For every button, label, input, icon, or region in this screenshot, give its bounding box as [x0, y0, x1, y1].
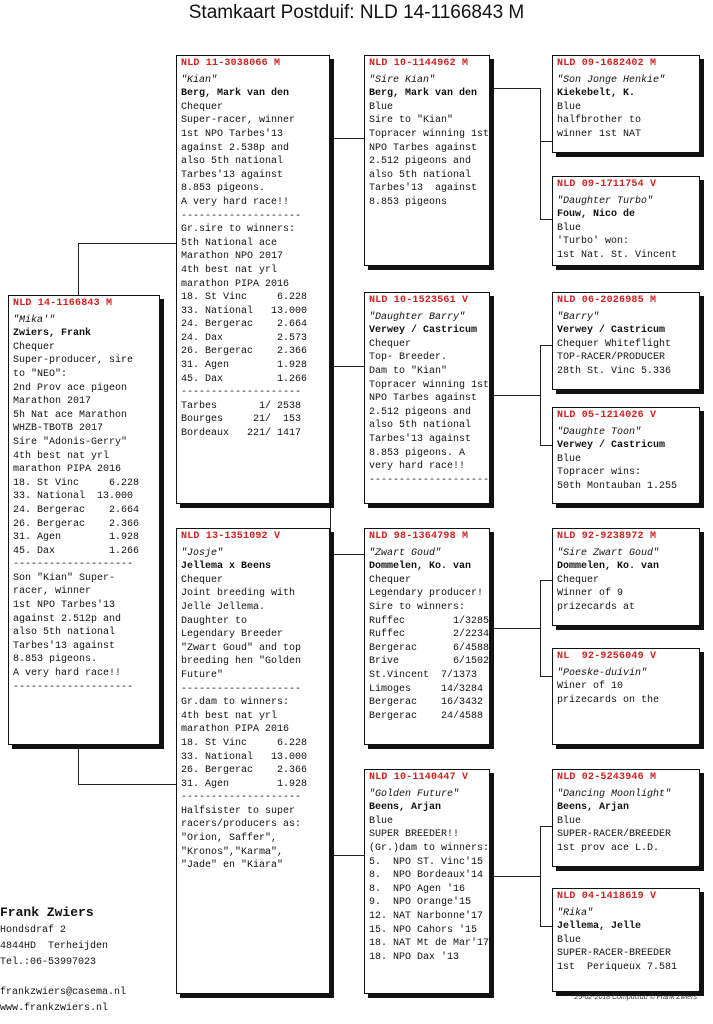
connector-line	[540, 141, 541, 219]
info-line: to "NEO":	[13, 368, 68, 380]
info-line: Blue	[369, 101, 394, 113]
info-line: 31. Agen 1.928	[181, 360, 308, 372]
info-line: Chequer Whiteflight	[557, 338, 672, 350]
info-line: Tarbes'13 against	[181, 169, 284, 181]
info-line: Chequer	[13, 341, 56, 353]
breeder-name: Beens, Arjan	[369, 802, 442, 814]
info-line: Future"	[181, 669, 224, 681]
info-line: 18. NPO Dax '13	[369, 951, 460, 963]
ring-number: NLD 14-1166843 M	[13, 298, 113, 309]
info-line: Winner of 9	[557, 588, 624, 600]
info-line: A very hard race!!	[181, 196, 290, 208]
connector-line	[330, 138, 331, 163]
pedigree-card-subject	[8, 295, 160, 745]
info-line: Bergerac 6/4588	[369, 642, 490, 654]
info-line: Ruffec 1/3285	[369, 615, 490, 627]
info-line: Blue	[557, 101, 582, 113]
info-line: "Jade" en "Kiara"	[181, 860, 284, 872]
info-line: 5. NPO ST. Vinc'15	[369, 856, 484, 868]
breeder-name: Jellema, Jelle	[557, 921, 642, 933]
pigeon-name: "Sire Kian"	[369, 74, 436, 86]
info-line: Sire to "Kian"	[369, 115, 454, 127]
info-line: Chequer	[369, 338, 412, 350]
breeder-name: Verwey / Castricum	[557, 325, 666, 337]
ring-number: NLD 02-5243946 M	[557, 772, 657, 783]
connector-line	[78, 243, 178, 244]
ring-number: NLD 98-1364798 M	[369, 531, 469, 542]
breeder-name: Fouw, Nico de	[557, 209, 636, 221]
info-line: Brive 6/1502	[369, 656, 490, 668]
connector-line	[490, 88, 540, 89]
owner-name: Frank Zwiers	[0, 905, 94, 920]
info-line: against 2.512p and	[13, 613, 122, 625]
pigeon-name: "Daughter Barry"	[369, 311, 466, 323]
info-line: 18. NAT Mt de Mar'17	[369, 938, 490, 950]
info-line: Chequer	[181, 101, 224, 113]
info-line: 1st NPO Tarbes'13	[181, 128, 284, 140]
pigeon-name: "Barry"	[557, 311, 600, 323]
info-line: 33. National 13.000	[181, 751, 308, 763]
info-line: 8.853 pigeons.	[181, 183, 266, 195]
owner-contact	[0, 905, 126, 1017]
pedigree-card-dam	[176, 528, 330, 994]
info-line: SUPER-RACER-BREEDER	[557, 948, 672, 960]
info-line: winner 1st NAT	[557, 128, 642, 140]
ring-number: NLD 06-2026985 M	[557, 295, 657, 306]
info-line: 1st Nat. St. Vincent	[557, 249, 678, 261]
connector-line	[490, 628, 540, 629]
info-line: prizecards on the	[557, 694, 660, 706]
info-line: racer, winner	[13, 586, 92, 598]
info-line: Top- Breeder.	[369, 352, 448, 364]
info-line: (Gr.)dam to winners:	[369, 842, 490, 854]
info-line: SUPER-RACER/BREEDER	[557, 829, 672, 841]
connector-line	[330, 138, 365, 139]
pigeon-name: "Daughte Toon"	[557, 426, 642, 438]
pedigree-card-dam-sire	[364, 528, 490, 745]
info-line: 8. NPO Agen '16	[369, 883, 466, 895]
info-line: --------------------	[13, 681, 134, 693]
pigeon-name: "Zwart Goud"	[369, 547, 442, 559]
info-line: 18. St Vinc 6.228	[181, 292, 308, 304]
connector-line	[540, 580, 541, 676]
info-line: --------------------	[181, 683, 302, 695]
info-line: Dam to "Kian"	[369, 365, 448, 377]
info-line: 45. Dax 1.266	[181, 373, 308, 385]
connector-line	[540, 345, 541, 445]
ring-number: NLD 05-1214026 V	[557, 410, 657, 421]
pedigree-card-ddd	[552, 888, 700, 992]
ring-number: NLD 10-1140447 V	[369, 772, 469, 783]
pedigree-card-dsd	[552, 648, 700, 745]
pigeon-name: "Golden Future"	[369, 788, 460, 800]
info-line: Chequer	[369, 574, 412, 586]
ring-number: NLD 10-1523561 V	[369, 295, 469, 306]
info-line: halfbrother to	[557, 115, 642, 127]
info-line: racers/producers as:	[181, 819, 302, 831]
info-line: Bergerac 16/3432	[369, 697, 484, 709]
info-line: Topracer winning 1st	[369, 379, 490, 391]
connector-line	[540, 826, 541, 926]
info-line: 8.853 pigeons	[369, 196, 448, 208]
breeder-name: Dommelen, Ko. van	[557, 561, 660, 573]
info-line: "Kronos","Karma",	[181, 846, 284, 858]
info-line: 4th best nat yrl	[13, 450, 110, 462]
pedigree-card-dss	[552, 528, 700, 626]
pigeon-name: "Kian"	[181, 74, 218, 86]
pedigree-card-sdd	[552, 407, 700, 504]
pigeon-name: "Son Jonge Henkie"	[557, 74, 666, 86]
info-line: Tarbes 1/ 2538	[181, 400, 302, 412]
info-line: Super-racer, winner	[181, 115, 296, 127]
info-line: 45. Dax 1.266	[13, 545, 140, 557]
info-line: --------------------	[181, 387, 302, 399]
info-line: 31. Agen 1.928	[181, 778, 308, 790]
info-line: 4th best nat yrl	[181, 710, 278, 722]
info-line: 26. Bergerac 2.366	[181, 765, 308, 777]
pedigree-card-dam-dam	[364, 769, 490, 994]
info-line: Legendary producer!	[369, 588, 484, 600]
info-line: --------------------	[13, 559, 134, 571]
info-line: Topracer winning 1st	[369, 128, 490, 140]
ring-number: NLD 10-1144962 M	[369, 58, 469, 69]
connector-line	[490, 876, 540, 877]
info-line: marathon PIPA 2016	[181, 724, 290, 736]
info-line: Gr.sire to winners:	[181, 224, 296, 236]
connector-line	[330, 855, 365, 856]
pigeon-name: "Poeske-duivin"	[557, 667, 648, 679]
pigeon-name: "Daughter Turbo"	[557, 195, 654, 207]
breeder-name: Berg, Mark van den	[181, 88, 290, 100]
pigeon-name: "Dancing Moonlight"	[557, 788, 672, 800]
owner-email[interactable]: frankzwiers@casema.nl	[0, 987, 127, 998]
info-line: --------------------	[369, 474, 490, 486]
info-line: Jelle Jellema.	[181, 601, 266, 613]
info-line: 15. NPO Cahors '15	[369, 924, 478, 936]
info-line: Blue	[557, 453, 582, 465]
info-line: Sire "Adonis-Gerry"	[13, 436, 128, 448]
info-line: 8.853 pigeons.	[13, 654, 98, 666]
info-line: Blue	[557, 222, 582, 234]
info-line: 1st NPO Tarbes'13	[13, 600, 116, 612]
info-line: 5h Nat ace Marathon	[13, 409, 128, 421]
connector-line	[330, 504, 331, 554]
pedigree-card-sss	[552, 55, 700, 153]
info-line: Blue	[369, 815, 394, 827]
pigeon-name: "Sire Zwart Goud"	[557, 547, 660, 559]
owner-address: Hondsdraf 2	[0, 925, 67, 936]
info-line: Chequer	[181, 574, 224, 586]
info-line: 4th best nat yrl	[181, 264, 278, 276]
connector-line	[490, 395, 540, 396]
info-line: 33. National 13.000	[13, 491, 134, 503]
connector-line	[330, 554, 365, 555]
info-line: WHZB-TBOTB 2017	[13, 423, 104, 435]
info-line: 9. NPO Orange'15	[369, 897, 472, 909]
breeder-name: Zwiers, Frank	[13, 328, 92, 340]
info-line: SUPER BREEDER!!	[369, 829, 460, 841]
pigeon-name: "Mika'"	[13, 314, 56, 326]
info-line: Super-producer, sire	[13, 355, 134, 367]
connector-line	[330, 163, 331, 366]
connector-line	[78, 243, 79, 298]
info-line: Daughter to	[181, 615, 248, 627]
info-line: Gr.dam to winners:	[181, 697, 290, 709]
info-line: 1st prov ace L.D.	[557, 842, 660, 854]
page-title: Stamkaart Postduif: NLD 14-1166843 M	[188, 2, 525, 23]
pedigree-card-sds	[552, 292, 700, 390]
print-credit: 25-02-2018 Compuclub © Frank Zwiers	[574, 994, 697, 1001]
info-line: NPO Tarbes against	[369, 393, 478, 405]
breeder-name: Verwey / Castricum	[369, 325, 478, 337]
info-line: Bergerac 24/4588	[369, 710, 484, 722]
ring-number: NLD 13-1351092 V	[181, 531, 281, 542]
info-line: Blue	[557, 934, 582, 946]
info-line: 24. Bergerac 2.664	[13, 504, 140, 516]
info-line: Sire to winners:	[369, 601, 466, 613]
breeder-name: Dommelen, Ko. van	[369, 561, 472, 573]
pedigree-card-ssd	[552, 176, 700, 266]
info-line: Marathon 2017	[13, 396, 92, 408]
connector-line	[78, 784, 178, 785]
info-line: --------------------	[181, 210, 302, 222]
info-line: 31. Agen 1.928	[13, 532, 140, 544]
info-line: "Zwart Goud" and top	[181, 642, 302, 654]
info-line: A very hard race!!	[13, 668, 122, 680]
info-line: Tarbes'13 against	[13, 640, 116, 652]
info-line: Chequer	[557, 574, 600, 586]
info-line: 2.512 pigeons and	[369, 406, 472, 418]
connector-line	[78, 745, 79, 784]
info-line: Legendary Breeder	[181, 629, 284, 641]
owner-website[interactable]: www.frankzwiers.nl	[0, 1003, 109, 1014]
connector-line	[330, 554, 331, 855]
info-line: marathon PIPA 2016	[13, 464, 122, 476]
pedigree-card-sire-sire	[364, 55, 490, 266]
info-line: 50th Montauban 1.255	[557, 480, 678, 492]
info-line: very hard race!!	[369, 461, 466, 473]
info-line: against 2.538p and	[181, 142, 290, 154]
info-line: also 5th national	[13, 627, 116, 639]
info-line: Bourges 21/ 153	[181, 414, 302, 426]
info-line: Marathon NPO 2017	[181, 251, 284, 263]
info-line: 24. Dax 2.573	[181, 332, 308, 344]
info-line: NPO Tarbes against	[369, 142, 478, 154]
info-line: 8. NPO Bordeaux'14	[369, 870, 484, 882]
info-line: Joint breeding with	[181, 588, 296, 600]
breeder-name: Beens, Arjan	[557, 802, 630, 814]
info-line: Topracer wins:	[557, 467, 642, 479]
connector-line	[330, 366, 365, 367]
info-line: Blue	[557, 815, 582, 827]
ring-number: NL 92-9256049 V	[557, 651, 657, 662]
info-line: marathon PIPA 2016	[181, 278, 290, 290]
info-line: 18. St Vinc 6.228	[181, 737, 308, 749]
info-line: Ruffec 2/2234	[369, 629, 490, 641]
info-line: Bordeaux 221/ 1417	[181, 428, 302, 440]
owner-phone: Tel.:06-53997023	[0, 957, 97, 968]
info-line: also 5th national	[369, 169, 472, 181]
info-line: 18. St Vinc 6.228	[13, 477, 140, 489]
info-line: also 5th national	[369, 420, 472, 432]
info-line: Tarbes'13 against	[369, 433, 472, 445]
info-line: also 5th national	[181, 156, 284, 168]
info-line: 24. Bergerac 2.664	[181, 319, 308, 331]
info-line: 28th St. Vinc 5.336	[557, 365, 672, 377]
pedigree-card-dds	[552, 769, 700, 867]
info-line: Son "Kian" Super-	[13, 572, 116, 584]
info-line: "Orion, Saffer",	[181, 833, 278, 845]
ring-number: NLD 09-1682402 M	[557, 58, 657, 69]
ring-number: NLD 11-3038066 M	[181, 58, 281, 69]
info-line: 33. National 13.000	[181, 305, 308, 317]
info-line: --------------------	[181, 792, 302, 804]
pedigree-card-sire	[176, 55, 330, 504]
ring-number: NLD 04-1418619 V	[557, 891, 657, 902]
pigeon-name: "Josje"	[181, 547, 224, 559]
connector-line	[540, 88, 541, 141]
info-line: Halfsister to super	[181, 805, 296, 817]
info-line: 5th National ace	[181, 237, 278, 249]
info-line: 26. Bergerac 2.366	[181, 346, 308, 358]
info-line: 2.512 pigeons and	[369, 156, 472, 168]
info-line: 2nd Prov ace pigeon	[13, 382, 128, 394]
breeder-name: Berg, Mark van den	[369, 88, 478, 100]
info-line: Winer of 10	[557, 681, 624, 693]
info-line: Tarbes'13 against	[369, 183, 478, 195]
pigeon-name: "Rika"	[557, 907, 594, 919]
info-line: 8.853 pigeons. A	[369, 447, 466, 459]
owner-city: 4844HD Terheijden	[0, 941, 109, 952]
info-line: 1st Periqueux 7.581	[557, 961, 678, 973]
info-line: prizecards at	[557, 601, 636, 613]
info-line: St.Vincent 7/1373	[369, 669, 478, 681]
ring-number: NLD 92-9238972 M	[557, 531, 657, 542]
info-line: 26. Bergerac 2.366	[13, 518, 140, 530]
breeder-name: Jellema x Beens	[181, 561, 272, 573]
info-line: Limoges 14/3284	[369, 683, 484, 695]
info-line: 'Turbo' won:	[557, 236, 630, 248]
breeder-name: Kiekebelt, K.	[557, 88, 636, 100]
info-line: 12. NAT Narbonne'17	[369, 910, 484, 922]
info-line: TOP-RACER/PRODUCER	[557, 352, 666, 364]
info-line: breeding hen "Golden	[181, 656, 302, 668]
ring-number: NLD 09-1711754 V	[557, 179, 657, 190]
pedigree-card-sire-dam	[364, 292, 490, 504]
breeder-name: Verwey / Castricum	[557, 440, 666, 452]
